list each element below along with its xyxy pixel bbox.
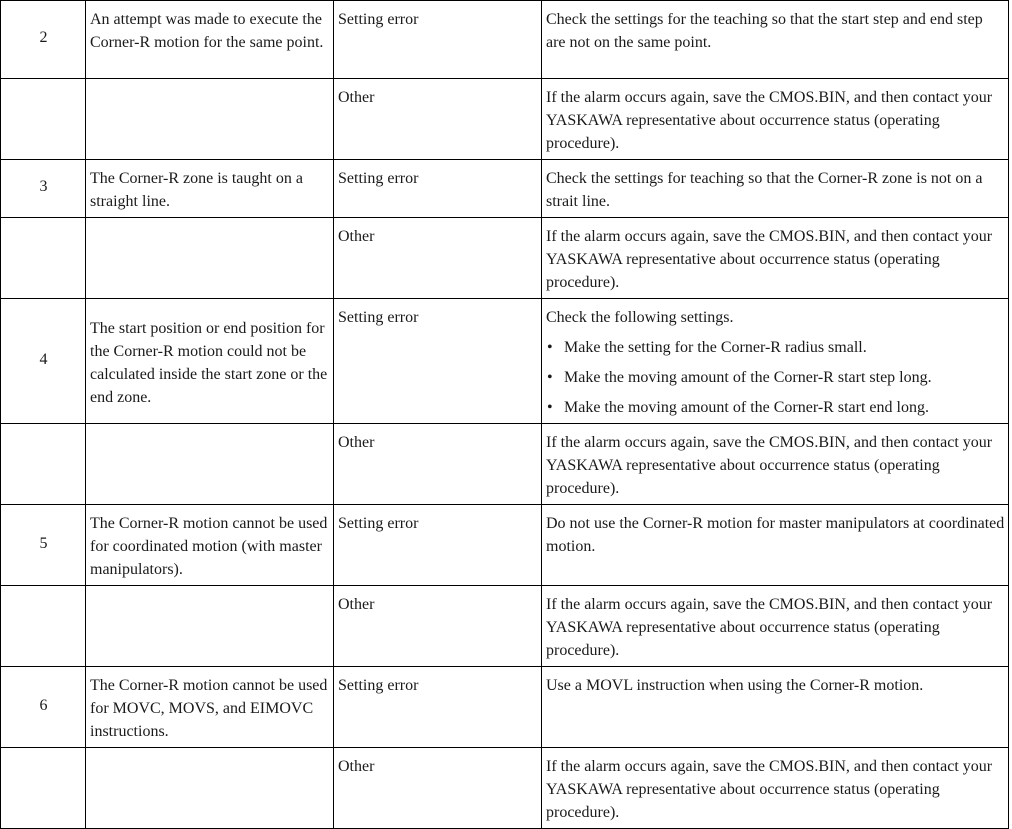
table-row [1,667,1009,748]
subcode-cell: 6 [1,667,86,748]
remedy-intro: Check the following settings. [546,309,734,326]
subcode-cell: 5 [1,505,86,586]
remedy-cell: Check the settings for teaching so that the Corner-R zone is not on a strait line. [542,160,1009,218]
remedy-cell: If the alarm occurs again, save the CMOS.BIN, and then contact your YASKAWA representative about occurrence status (operating procedure). [542,79,1009,160]
bullet-icon: • [547,339,553,356]
table-row [1,748,1009,829]
remedy-bullet-item [546,336,1005,359]
description-cell: The Corner-R motion cannot be used for coordinated motion (with master manipulators). [86,505,334,586]
description-cell: The Corner-R motion cannot be used for MOVC, MOVS, and EIMOVC instructions. [86,667,334,748]
subcode-cell: 4 [1,299,86,424]
remedy-bullet-item [546,366,1005,389]
description-cell: An attempt was made to execute the Corner-R motion for the same point. [86,1,334,79]
remedy-cell: Use a MOVL instruction when using the Corner-R motion. [542,667,1009,748]
subcode-cell: 2 [1,1,86,79]
bullet-icon: • [547,369,553,386]
description-cell: The start position or end position for the Corner-R motion could not be calculated inside the start zone or the end zone. [86,299,334,424]
table-row [1,586,1009,667]
remedy-bullet-text: Make the setting for the Corner-R radius small. [564,339,867,356]
table-row [1,160,1009,218]
cause-cell: Setting error [334,667,542,748]
table-row [1,1,1009,79]
subcode-cell [1,748,86,829]
cause-cell: Setting error [334,505,542,586]
cause-cell: Setting error [334,160,542,218]
remedy-bullet-text: Make the moving amount of the Corner-R start step long. [564,369,932,386]
table-row [1,79,1009,160]
cause-cell: Other [334,586,542,667]
table-row [1,505,1009,586]
subcode-cell: 3 [1,160,86,218]
cause-cell: Other [334,79,542,160]
remedy-cell: If the alarm occurs again, save the CMOS.BIN, and then contact your YASKAWA representative about occurrence status (operating procedure). [542,218,1009,299]
bullet-icon: • [547,399,553,416]
cause-cell: Other [334,218,542,299]
description-cell [86,218,334,299]
description-cell [86,424,334,505]
cause-cell: Setting error [334,1,542,79]
cause-cell: Other [334,424,542,505]
cause-cell: Setting error [334,299,542,424]
remedy-bullet-item [546,396,1005,419]
remedy-cell [542,299,1009,424]
subcode-cell [1,79,86,160]
table-row [1,424,1009,505]
subcode-cell [1,424,86,505]
remedy-bullet-text: Make the moving amount of the Corner-R start end long. [564,399,929,416]
subcode-cell [1,218,86,299]
cause-cell: Other [334,748,542,829]
table-row [1,299,1009,424]
description-cell [86,79,334,160]
description-cell [86,586,334,667]
subcode-cell [1,586,86,667]
description-cell: The Corner-R zone is taught on a straight line. [86,160,334,218]
remedy-cell: If the alarm occurs again, save the CMOS.BIN, and then contact your YASKAWA representative about occurrence status (operating procedure). [542,748,1009,829]
remedy-cell: Do not use the Corner-R motion for master manipulators at coordinated motion. [542,505,1009,586]
remedy-cell: If the alarm occurs again, save the CMOS.BIN, and then contact your YASKAWA representative about occurrence status (operating procedure). [542,424,1009,505]
remedy-cell: If the alarm occurs again, save the CMOS.BIN, and then contact your YASKAWA representative about occurrence status (operating procedure). [542,586,1009,667]
description-cell [86,748,334,829]
remedy-cell: Check the settings for the teaching so that the start step and end step are not on the same point. [542,1,1009,79]
remedy-bullet-list [546,336,1005,419]
table-row [1,218,1009,299]
